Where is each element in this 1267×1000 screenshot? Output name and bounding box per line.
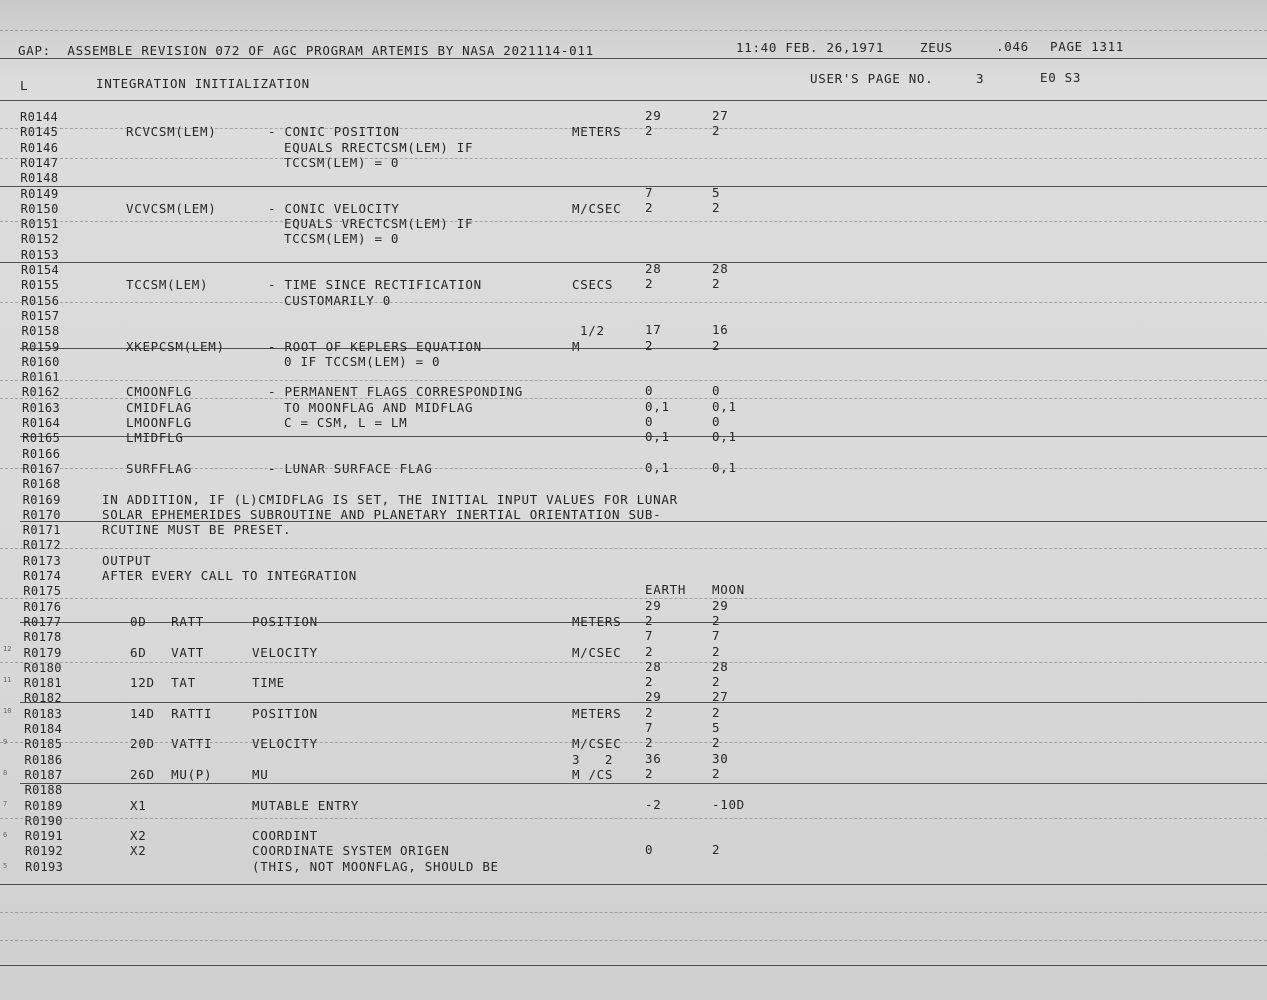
paper-rule-line (0, 965, 1267, 966)
faint-rule-line (0, 940, 1267, 941)
line-number: R0174 (23, 569, 62, 583)
earth-scale-value: 0,1 (645, 459, 670, 475)
moon-scale-value: 2 (712, 842, 721, 858)
description: MUTABLE ENTRY (252, 797, 359, 813)
line-number: R0187 (24, 767, 63, 782)
moon-scale-value: 5 (712, 184, 721, 200)
line-number: R0149 (20, 186, 59, 201)
moon-scale-value: 2 (712, 337, 721, 353)
symbol-name: LMIDFLG (126, 430, 184, 446)
line-number: R0179 (23, 645, 62, 660)
earth-scale-value: 28 (645, 658, 662, 674)
faint-rule-line (0, 912, 1267, 913)
earth-scale-value: 29 (645, 108, 662, 123)
line-number: R0160 (21, 354, 60, 369)
description: VELOCITY (252, 736, 318, 752)
users-page-label: USER'S PAGE NO. (810, 71, 934, 86)
line-number: R0166 (22, 446, 61, 461)
moon-scale-value: 7 (712, 628, 721, 644)
faint-rule-line (0, 158, 1267, 159)
description: TCCSM(LEM) = 0 (284, 231, 400, 247)
moon-scale-value: 2 (712, 674, 721, 690)
symbol-name: XKEPCSM(LEM) (126, 338, 225, 354)
line-number: R0159 (21, 339, 60, 354)
earth-scale-value: 2 (645, 199, 654, 215)
earth-scale-value: 2 (645, 276, 654, 292)
description: COORDINT (252, 828, 318, 844)
description: MU (252, 766, 269, 782)
margin-mark: 11 (3, 676, 12, 684)
line-number: R0144 (20, 110, 59, 124)
symbol-name: LMOONFLG (126, 415, 192, 430)
moon-scale-value: 2 (712, 765, 721, 781)
description: POSITION (252, 613, 318, 629)
description: TCCSM(LEM) = 0 (284, 154, 400, 170)
units: METERS (572, 124, 622, 140)
header-timestamp: 11:40 FEB. 26,1971 (736, 40, 885, 55)
earth-scale-value: 17 (645, 322, 662, 338)
earth-scale-value: 0,1 (645, 398, 670, 414)
line-number: R0148 (20, 171, 59, 186)
users-page-number: 3 (976, 71, 985, 86)
moon-scale-value: 0 (712, 414, 721, 429)
line-number: R0180 (23, 660, 62, 675)
symbol-name: X2 (130, 828, 147, 844)
symbol-name: 14D RATTI (130, 705, 213, 721)
line-number: R0171 (22, 523, 61, 538)
symbol-name: 12D TAT (130, 675, 196, 691)
moon-scale-value: 2 (712, 276, 721, 292)
description: - CONIC VELOCITY (268, 200, 400, 216)
moon-scale-value: 27 (712, 108, 729, 123)
margin-mark: 5 (3, 862, 8, 870)
description: TIME (252, 675, 285, 691)
description: SOLAR EPHEMERIDES SUBROUTINE AND PLANETARY INERTIAL ORIENTATION SUB- (102, 506, 662, 522)
line-number: R0181 (23, 676, 62, 691)
units: M (572, 338, 581, 354)
moon-scale-value: 29 (712, 597, 729, 613)
earth-scale-value: 0 (645, 842, 654, 858)
earth-scale-value: 2 (645, 612, 654, 628)
symbol-name: SURFFLAG (126, 460, 192, 476)
paper-rule-line (20, 622, 1267, 623)
line-number: R0152 (20, 232, 59, 247)
faint-rule-line (0, 30, 1267, 31)
line-number: R0145 (20, 125, 59, 140)
paper-rule-line (0, 884, 1267, 885)
line-number: R0163 (21, 400, 61, 415)
faint-rule-line (0, 662, 1267, 663)
moon-scale-value: 2 (712, 123, 721, 139)
earth-scale-value: 2 (645, 735, 654, 751)
moon-scale-value: -10D (712, 796, 745, 812)
earth-scale-value: 2 (645, 643, 654, 659)
units: 3 2 (572, 751, 614, 767)
faint-rule-line (0, 221, 1267, 222)
symbol-name: X1 (130, 797, 147, 813)
units: CSECS (572, 277, 614, 293)
earth-scale-value: 29 (645, 689, 662, 705)
description: AFTER EVERY CALL TO INTEGRATION (102, 568, 357, 583)
units: M/CSEC (572, 200, 622, 216)
line-number: R0191 (24, 829, 63, 844)
earth-scale-value: 29 (645, 597, 662, 613)
line-number: R0157 (21, 308, 60, 323)
earth-scale-value: 28 (645, 261, 662, 276)
line-number: R0186 (24, 752, 63, 767)
earth-scale-value: 7 (645, 628, 654, 644)
moon-scale-value: 2 (712, 612, 721, 628)
paper-rule-line (0, 262, 1267, 263)
moon-scale-value: MOON (712, 582, 745, 598)
line-number: R0153 (20, 247, 60, 262)
line-number: R0156 (21, 293, 60, 308)
header-user: ZEUS (920, 40, 953, 55)
line-number: R0150 (20, 201, 59, 216)
description: EQUALS VRECTCSM(LEM) IF (284, 216, 474, 232)
earth-scale-value: -2 (645, 796, 662, 812)
moon-scale-value: 2 (712, 704, 721, 720)
line-number: R0184 (24, 722, 63, 736)
header-job: .046 (996, 39, 1029, 54)
earth-scale-value: 2 (645, 704, 654, 720)
paper-rule-line (0, 58, 1267, 59)
line-number: R0154 (21, 263, 60, 277)
description: - PERMANENT FLAGS CORRESPONDING (268, 384, 523, 400)
faint-rule-line (0, 742, 1267, 743)
line-number: R0161 (21, 370, 60, 385)
description: - LUNAR SURFACE FLAG (268, 460, 433, 476)
description: - CONIC POSITION (268, 124, 400, 140)
line-number: R0177 (23, 614, 62, 629)
faint-rule-line (0, 548, 1267, 549)
paper-rule-line (0, 100, 1267, 101)
symbol-name: X2 (130, 843, 147, 859)
symbol-name: CMOONFLG (126, 384, 192, 400)
moon-scale-value: 0 (712, 383, 721, 399)
moon-scale-value: 0,1 (712, 429, 737, 445)
line-number: R0175 (23, 584, 62, 599)
symbol-name: VCVCSM(LEM) (126, 200, 217, 216)
faint-rule-line (0, 302, 1267, 303)
earth-scale-value: 0,1 (645, 429, 670, 445)
symbol-name: 0D RATT (130, 613, 205, 629)
symbol-name: RCVCSM(LEM) (126, 124, 217, 140)
line-number: R0167 (22, 461, 61, 476)
margin-mark: 7 (3, 800, 8, 808)
line-number: R0169 (22, 492, 61, 507)
description: 0 IF TCCSM(LEM) = 0 (284, 353, 441, 369)
moon-scale-value: 2 (712, 735, 721, 751)
earth-scale-value: EARTH (645, 582, 687, 598)
paper-rule-line (20, 436, 1267, 437)
units: 1/2 (580, 323, 605, 339)
description: RCUTINE MUST BE PRESET. (102, 522, 292, 538)
line-number: R0147 (20, 155, 59, 170)
line-number: R0183 (24, 706, 63, 721)
paper-rule-line (20, 348, 1267, 349)
line-number: R0188 (24, 783, 63, 798)
description: (THIS, NOT MOONFLAG, SHOULD BE (252, 858, 499, 874)
units: M/CSEC (572, 644, 622, 660)
line-number: R0176 (23, 599, 62, 614)
earth-scale-value: 0 (645, 414, 654, 429)
line-number: R0151 (20, 217, 59, 232)
faint-rule-line (0, 818, 1267, 819)
line-number: R0193 (25, 859, 64, 874)
moon-scale-value: 5 (712, 720, 721, 735)
moon-scale-value: 2 (712, 199, 721, 215)
moon-scale-value: 28 (712, 658, 729, 674)
symbol-name: TCCSM(LEM) (126, 277, 209, 293)
description: POSITION (252, 705, 318, 721)
margin-mark: 12 (3, 645, 12, 653)
line-number: R0168 (22, 477, 61, 492)
faint-rule-line (0, 468, 1267, 469)
margin-mark: 9 (3, 738, 8, 746)
units: M /CS (572, 766, 614, 782)
line-number: R0178 (23, 630, 62, 645)
paper-rule-line (20, 521, 1267, 522)
line-number: R0172 (22, 538, 62, 553)
description: OUTPUT (102, 552, 152, 568)
line-number: R0173 (23, 553, 62, 568)
line-number: R0189 (24, 798, 63, 813)
description: TO MOONFLAG AND MIDFLAG (284, 399, 474, 415)
faint-rule-line (0, 398, 1267, 399)
line-number: R0155 (21, 278, 60, 293)
description: - ROOT OF KEPLERS EQUATION (268, 338, 482, 354)
line-number: R0192 (24, 844, 64, 859)
header-page-number: PAGE 1311 (1050, 39, 1125, 54)
faint-rule-line (0, 598, 1267, 599)
earth-scale-value: 0 (645, 383, 654, 399)
line-number: R0158 (21, 324, 60, 339)
margin-mark: 10 (3, 707, 12, 715)
paper-rule-line (0, 186, 1267, 187)
moon-scale-value: 0,1 (712, 398, 737, 414)
line-number: R0182 (23, 691, 63, 706)
faint-rule-line (0, 128, 1267, 129)
symbol-name: CMIDFLAG (126, 399, 192, 415)
units: METERS (572, 705, 622, 721)
margin-mark: 6 (3, 831, 8, 839)
moon-scale-value: 28 (712, 261, 729, 276)
units: M/CSEC (572, 736, 622, 752)
earth-scale-value: 2 (645, 765, 654, 781)
symbol-name: 26D MU(P) (130, 766, 213, 782)
earth-scale-value: 7 (645, 184, 654, 200)
line-number: R0162 (21, 385, 60, 400)
line-number: R0170 (22, 507, 61, 522)
line-number: R0190 (24, 813, 63, 828)
earth-scale-value: 2 (645, 123, 654, 139)
earth-scale-value: 2 (645, 337, 654, 353)
moon-scale-value: 27 (712, 689, 729, 705)
header-flag: L (20, 78, 29, 93)
paper-rule-line (20, 783, 1267, 784)
description: CUSTOMARILY 0 (284, 292, 391, 308)
description: EQUALS RRECTCSM(LEM) IF (284, 139, 474, 155)
paper-rule-line (20, 702, 1267, 703)
description: VELOCITY (252, 644, 318, 660)
earth-scale-value: 7 (645, 720, 654, 735)
earth-scale-value: 2 (645, 674, 654, 690)
units: METERS (572, 613, 622, 629)
line-number: R0165 (22, 431, 61, 446)
description: C = CSM, L = LM (284, 415, 408, 430)
faint-rule-line (0, 380, 1267, 381)
margin-mark: 8 (3, 769, 8, 777)
description: COORDINATE SYSTEM ORIGEN (252, 843, 450, 859)
moon-scale-value: 16 (712, 322, 729, 338)
moon-scale-value: 30 (712, 750, 729, 766)
line-number: R0146 (20, 140, 59, 155)
header-code: E0 S3 (1040, 70, 1082, 85)
moon-scale-value: 2 (712, 643, 721, 659)
header-program-line: GAP: ASSEMBLE REVISION 072 OF AGC PROGRAM ARTEMIS BY NASA 2021114-011 (18, 43, 594, 58)
moon-scale-value: 0,1 (712, 459, 737, 475)
section-title: INTEGRATION INITIALIZATION (96, 76, 310, 91)
symbol-name: 20D VATTI (130, 736, 213, 752)
description: - TIME SINCE RECTIFICATION (268, 277, 482, 293)
line-number: R0164 (22, 416, 61, 430)
line-number: R0185 (24, 737, 63, 752)
description: IN ADDITION, IF (L)CMIDFLAG IS SET, THE INITIAL INPUT VALUES FOR LUNAR (102, 491, 678, 507)
symbol-name: 6D VATT (130, 644, 205, 660)
earth-scale-value: 36 (645, 750, 662, 766)
